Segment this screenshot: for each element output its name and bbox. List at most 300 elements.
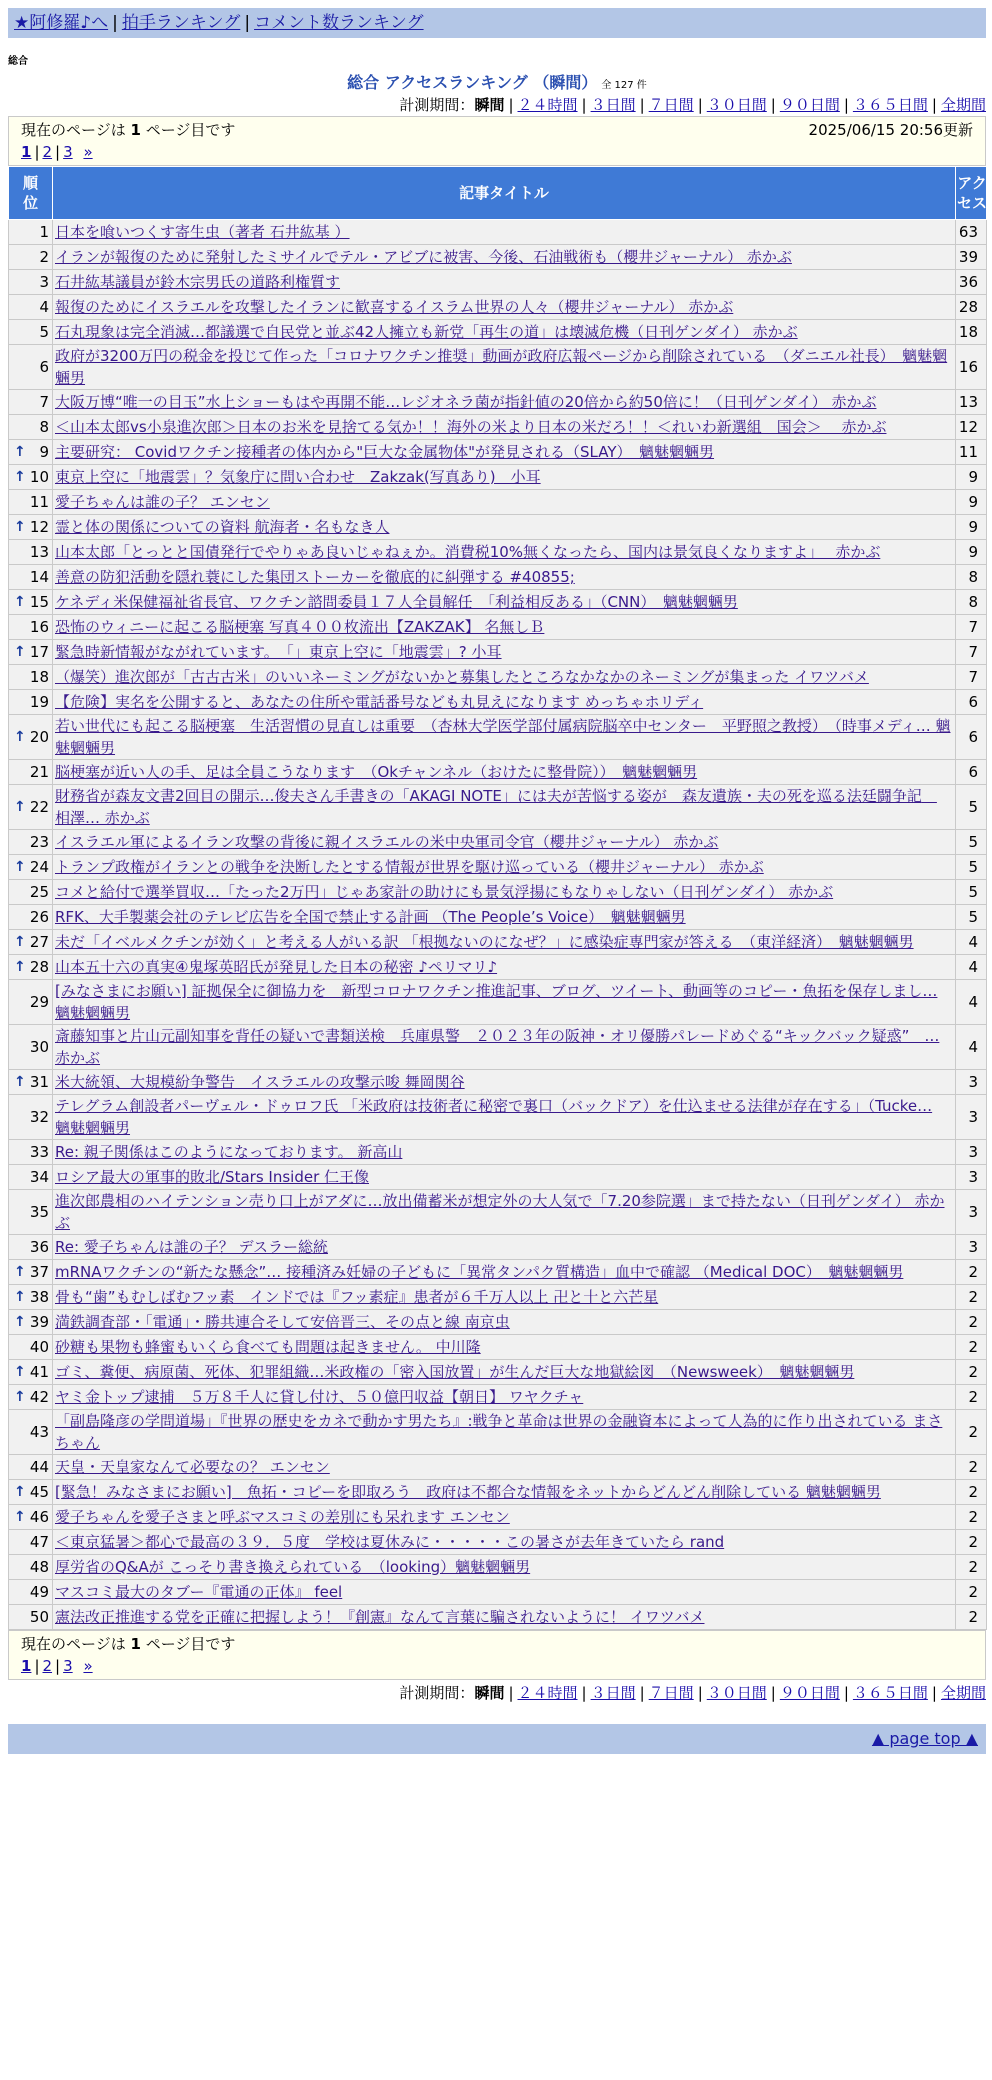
rank-cell (9, 1335, 53, 1360)
rank-cell (9, 1070, 53, 1095)
article-title-link[interactable]: ＜山本太郎vs小泉進次郎＞日本のお米を見捨てる気か！！海外の米より日本の米だろ！！＜れいわ新選組 国会＞ 赤かぶ (55, 418, 887, 436)
rank-cell (9, 955, 53, 980)
table-row (9, 1165, 987, 1190)
period-24h[interactable]: ２４時間 (517, 1684, 578, 1702)
article-title-link[interactable]: 若い世代にも起こる脳梗塞 生活習慣の見直しは重要 （杏林大学医学部付属病院脳卒中センター 平野照之教授） （時事メディ… 魑魅魍魎男 (55, 717, 951, 757)
category-label: 総合 (8, 56, 28, 67)
title-cell (53, 540, 956, 565)
period-365d[interactable]: ３６５日間 (852, 1684, 928, 1702)
article-title-link[interactable]: RFK、大手製薬会社のテレビ広告を全国で禁止する計画 （The People’s Voice） 魑魅魍魎男 (55, 908, 686, 926)
table-row (9, 345, 987, 390)
page-link-2[interactable]: 2 (42, 143, 53, 161)
table-row (9, 565, 987, 590)
rank-cell (9, 830, 53, 855)
pager-current-number: 1 (130, 1635, 141, 1653)
access-count: 9 (956, 465, 987, 490)
access-count: 2 (956, 1555, 987, 1580)
title-cell (53, 1025, 956, 1070)
rank-cell (9, 1310, 53, 1335)
rank-number: 6 (39, 358, 49, 376)
access-count: 5 (956, 880, 987, 905)
rank-number: 29 (29, 993, 49, 1011)
article-title-link[interactable]: マスコミ最大のタブー『電通の正体』 feel (55, 1583, 343, 1601)
table-row (9, 1555, 987, 1580)
rank-number: 42 (29, 1388, 49, 1406)
period-separator: | (581, 1684, 587, 1702)
rank-cell (9, 515, 53, 540)
title-cell (53, 490, 956, 515)
table-row (9, 490, 987, 515)
period-3d[interactable]: ３日間 (590, 1684, 636, 1702)
updated-timestamp: 2025/06/15 20:56更新 (808, 121, 973, 139)
rank-number: 37 (29, 1263, 49, 1281)
article-title-link[interactable]: 砂糖も果物も蜂蜜もいくら食べても問題は起きません。 中川隆 (55, 1338, 481, 1356)
article-title-link[interactable]: 山本五十六の真実④鬼塚英昭氏が発見した日本の秘密 ♪ペリマリ♪ (55, 958, 498, 976)
access-count: 7 (956, 665, 987, 690)
table-row (9, 1260, 987, 1285)
pager-spacer (76, 1657, 81, 1675)
rank-up-arrow-icon: ↑ (14, 729, 26, 745)
period-90d[interactable]: ９０日間 (779, 96, 840, 114)
article-title-link[interactable]: 愛子ちゃんを愛子さまと呼ぶマスコミの差別にも呆れます エンセン (55, 1508, 510, 1526)
title-cell (53, 1580, 956, 1605)
rank-number: 15 (29, 593, 49, 611)
rank-cell (9, 760, 53, 785)
rank-cell (9, 855, 53, 880)
period-label: 計測期間： (399, 96, 475, 114)
rank-number: 8 (39, 418, 49, 436)
article-title-link[interactable]: ヤミ金トップ逮捕 ５万８千人に貸し付け、５０億円収益【朝日】 ワヤクチャ (55, 1388, 584, 1406)
table-row (9, 1190, 987, 1235)
rank-number: 21 (29, 763, 49, 781)
article-title-link[interactable]: 緊急時新情報がながれています。 「」東京上空に「地震雲」? 小耳 (55, 643, 502, 661)
rank-cell (9, 465, 53, 490)
title-cell (53, 1455, 956, 1480)
ranking-body (9, 220, 987, 1630)
title-cell (53, 1235, 956, 1260)
access-count: 2 (956, 1580, 987, 1605)
pager-prefix: 現在のページは (21, 121, 131, 139)
title-cell (53, 590, 956, 615)
access-count: 4 (956, 980, 987, 1025)
access-count: 4 (956, 930, 987, 955)
rank-cell (9, 1190, 53, 1235)
rank-number: 46 (29, 1508, 49, 1526)
rank-number: 47 (29, 1533, 49, 1551)
rank-number: 14 (29, 568, 49, 586)
current-page-text (21, 119, 235, 141)
access-count: 9 (956, 540, 987, 565)
pager-suffix: ページ目です (140, 121, 236, 139)
article-title-link[interactable]: 東京上空に「地震雲」？気象庁に問い合わせ Zakzak(写真あり) 小耳 (55, 468, 541, 486)
access-count: 5 (956, 830, 987, 855)
rank-number: 3 (39, 273, 49, 291)
table-row (9, 955, 987, 980)
period-90d[interactable]: ９０日間 (779, 1684, 840, 1702)
title-cell (53, 390, 956, 415)
page-next-link[interactable]: » (83, 143, 93, 161)
rank-cell (9, 540, 53, 565)
access-count: 3 (956, 1235, 987, 1260)
table-row (9, 930, 987, 955)
period-30d[interactable]: ３０日間 (706, 96, 767, 114)
table-row (9, 465, 987, 490)
page-link-3[interactable]: 3 (63, 143, 73, 161)
rank-cell (9, 270, 53, 295)
title-cell (53, 1260, 956, 1285)
rank-cell (9, 1530, 53, 1555)
access-count: 3 (956, 1190, 987, 1235)
title-cell (53, 1385, 956, 1410)
period-365d[interactable]: ３６５日間 (852, 96, 928, 114)
access-count: 2 (956, 1260, 987, 1285)
period-current: 瞬間 (474, 96, 505, 114)
period-separator: | (843, 1684, 849, 1702)
access-count: 2 (956, 1480, 987, 1505)
rank-cell (9, 785, 53, 830)
pager-prefix: 現在のページは (21, 1635, 131, 1653)
article-title-link[interactable]: ロシア最大の軍事的敗北/Stars Insider 仁王像 (55, 1168, 369, 1186)
rank-cell (9, 640, 53, 665)
rank-cell (9, 1260, 53, 1285)
rank-up-arrow-icon: ↑ (14, 1389, 26, 1405)
article-title-link[interactable]: ＜東京猛暑＞都心で最高の３９．５度 学校は夏休みに・・・・・この暑さが去年きていたら rand (55, 1533, 725, 1551)
rank-number: 32 (29, 1108, 49, 1126)
title-cell (53, 1605, 956, 1630)
page-title: 総合 アクセスランキング （瞬間） (347, 73, 598, 92)
article-title-link[interactable]: mRNAワクチンの“新たな懸念”… 接種済み妊婦の子どもに「異常タンパク質構造」血中で確認 （Medical DOC） 魑魅魍魎男 (55, 1263, 904, 1281)
rank-up-arrow-icon: ↑ (14, 469, 26, 485)
article-title-link[interactable]: Re: 愛子ちゃんは誰の子？ デスラー総統 (55, 1238, 328, 1256)
table-header-row (9, 167, 987, 220)
rank-cell (9, 490, 53, 515)
article-title-link[interactable]: 憲法改正推進する党を正確に把握しよう！『創憲』なんて言葉に騙されないように！ イワツバメ (55, 1608, 705, 1626)
period-separator: | (697, 96, 703, 114)
rank-up-arrow-icon: ↑ (14, 859, 26, 875)
rank-number: 23 (29, 833, 49, 851)
article-title-link[interactable]: [みなさまにお願い] 証拠保全に御協力を 新型コロナワクチン推進記事、ブログ、ツイート、動画等のコピー・魚拓を保存しまし… 魑魅魍魎男 (55, 982, 938, 1022)
title-cell (53, 785, 956, 830)
article-title-link[interactable]: Re: 親子関係はこのようになっております。 新高山 (55, 1143, 403, 1161)
title-cell (53, 415, 956, 440)
rank-number: 22 (29, 798, 49, 816)
period-separator: | (697, 1684, 703, 1702)
rank-number: 25 (29, 883, 49, 901)
title-cell (53, 270, 956, 295)
table-row (9, 615, 987, 640)
article-title-link[interactable]: ケネディ米保健福祉省長官、ワクチン諮問委員１７人全員解任 「利益相反ある」（CNN） 魑魅魍魎男 (55, 593, 738, 611)
period-separator: | (931, 96, 937, 114)
heading (8, 72, 986, 94)
period-7d[interactable]: ７日間 (648, 96, 694, 114)
title-cell (53, 1070, 956, 1095)
title-cell (53, 1190, 956, 1235)
article-title-link[interactable]: 政府が3200万円の税金を投じて作った「コロナワクチン推奨」動画が政府広報ページから削除されている （ダニエル社長） 魑魅魍魎男 (55, 347, 948, 387)
pager-spacer (76, 143, 81, 161)
article-title-link[interactable]: イランが報復のために発射したミサイルでテル・アビブに被害、今後、石油戦術も（櫻井ジャーナル） 赤かぶ (55, 248, 792, 266)
rank-number: 27 (29, 933, 49, 951)
rank-cell (9, 245, 53, 270)
table-row (9, 245, 987, 270)
rank-cell (9, 345, 53, 390)
period-selector (8, 94, 986, 116)
page-next-link[interactable]: » (83, 1657, 93, 1675)
article-title-link[interactable]: 満鉄調査部・「電通」・勝共連合そして安倍晋三、その点と線 南京虫 (55, 1313, 510, 1331)
article-title-link[interactable]: 【危険】実名を公開すると、あなたの住所や電話番号なども丸見えになります めっちゃホリディ (55, 693, 704, 711)
article-title-link[interactable]: 石丸現象は完全消滅…都議選で自民党と並ぶ42人擁立も新党「再生の道」は壊滅危機（日刊ゲンダイ） 赤かぶ (55, 323, 798, 341)
title-cell (53, 1310, 956, 1335)
access-count: 7 (956, 640, 987, 665)
rank-cell (9, 690, 53, 715)
access-count: 18 (956, 320, 987, 345)
access-count: 6 (956, 760, 987, 785)
title-cell (53, 320, 956, 345)
title-cell (53, 640, 956, 665)
access-count: 5 (956, 785, 987, 830)
rank-cell (9, 1480, 53, 1505)
article-title-link[interactable]: 厚労省のQ&Aが こっそり書き換えられている （looking）魑魅魍魎男 (55, 1558, 531, 1576)
access-count: 39 (956, 245, 987, 270)
table-row (9, 1580, 987, 1605)
title-cell (53, 1360, 956, 1385)
title-cell (53, 345, 956, 390)
article-title-link[interactable]: 愛子ちゃんは誰の子？ エンセン (55, 493, 270, 511)
article-title-link[interactable]: 米大統領、大規模紛争警告 イスラエルの攻撃示唆 舞岡関谷 (55, 1073, 465, 1091)
period-all[interactable]: 全期間 (940, 96, 986, 114)
rank-cell (9, 220, 53, 245)
access-count: 9 (956, 515, 987, 540)
nav-link-asyura[interactable]: ★阿修羅♪へ (14, 13, 109, 33)
rank-up-arrow-icon: ↑ (14, 519, 26, 535)
table-row (9, 270, 987, 295)
footer-bar (8, 1724, 986, 1754)
article-title-link[interactable]: 大阪万博“唯一の目玉”水上ショーもはや再開不能…レジオネラ菌が指針値の20倍から約50倍に！（日刊ゲンダイ） 赤かぶ (55, 393, 877, 411)
access-count: 2 (956, 1410, 987, 1455)
table-row (9, 1335, 987, 1360)
title-cell (53, 465, 956, 490)
article-title-link[interactable]: テレグラム創設者パーヴェル・ドゥロフ氏 「米政府は技術者に秘密で裏口（バックドア）を仕込ませる法律が存在する」（Tucke… 魑魅魍魎男 (55, 1097, 933, 1137)
table-row (9, 1530, 987, 1555)
article-title-link[interactable]: 脳梗塞が近い人の手、足は全員こうなります （Okチャンネル（おけたに整骨院）） 魑魅魍魎男 (55, 763, 698, 781)
article-title-link[interactable]: 恐怖のウィニーに起こる脳梗塞 写真４００枚流出【ZAKZAK】 名無しＢ (55, 618, 545, 636)
page-link-3[interactable]: 3 (63, 1657, 73, 1675)
article-title-link[interactable]: 山本太郎「とっとと国債発行でやりゃあ良いじゃねぇか。消費税10%無くなったら、国内は景気良くなりますよ」 赤かぶ (55, 543, 881, 561)
rank-cell (9, 1140, 53, 1165)
title-cell (53, 930, 956, 955)
title-cell (53, 760, 956, 785)
article-title-link[interactable]: （爆笑）進次郎が「古古古米」のいいネーミングがないかと募集したところなかなかのネーミングが集まった イワツバメ (55, 668, 869, 686)
title-cell (53, 220, 956, 245)
rank-up-arrow-icon: ↑ (14, 1289, 26, 1305)
article-title-link[interactable]: 進次郎農相のハイテンション売り口上がアダに…放出備蓄米が想定外の大人気で「7.20参院選」まで持たない（日刊ゲンダイ） 赤かぶ (55, 1192, 945, 1232)
period-selector-bottom (8, 1682, 986, 1704)
table-row (9, 785, 987, 830)
rank-cell (9, 665, 53, 690)
pager-suffix: ページ目です (140, 1635, 236, 1653)
rank-number: 41 (29, 1363, 49, 1381)
rank-cell (9, 590, 53, 615)
access-count: 2 (956, 1505, 987, 1530)
title-cell (53, 690, 956, 715)
access-count: 2 (956, 1385, 987, 1410)
rank-up-arrow-icon: ↑ (14, 934, 26, 950)
title-cell (53, 245, 956, 270)
access-count: 2 (956, 1335, 987, 1360)
access-count: 2 (956, 1310, 987, 1335)
table-row (9, 1285, 987, 1310)
table-row (9, 980, 987, 1025)
access-count: 9 (956, 490, 987, 515)
table-row (9, 540, 987, 565)
rank-number: 10 (29, 468, 49, 486)
title-cell (53, 715, 956, 760)
rank-number: 44 (29, 1458, 49, 1476)
nav-link-applause-ranking[interactable]: 拍手ランキング (121, 13, 241, 33)
access-count: 3 (956, 1140, 987, 1165)
article-title-link[interactable]: ゴミ、糞便、病原菌、死体、犯罪組織…米政権の「密入国放置」が生んだ巨大な地獄絵図 （Newsweek） 魑魅魍魎男 (55, 1363, 855, 1381)
ranking-table (8, 166, 987, 1630)
rank-up-arrow-icon: ↑ (14, 959, 26, 975)
access-count: 4 (956, 1025, 987, 1070)
table-row (9, 590, 987, 615)
article-title-link[interactable]: イスラエル軍によるイラン攻撃の背後に親イスラエルの米中央軍司令官（櫻井ジャーナル） 赤かぶ (55, 833, 719, 851)
access-count: 5 (956, 905, 987, 930)
title-cell (53, 1555, 956, 1580)
rank-number: 26 (29, 908, 49, 926)
title-cell (53, 1335, 956, 1360)
title-cell (53, 440, 956, 465)
article-title-link[interactable]: 財務省が森友文書2回目の開示…俊夫さん手書きの「AKAGI NOTE」には夫が苦悩する姿が 森友遺族・夫の死を巡る法廷闘争記 相澤… 赤かぶ (55, 787, 937, 827)
pager-separator: | (55, 143, 61, 161)
title-cell (53, 955, 956, 980)
rank-number: 31 (29, 1073, 49, 1091)
page-link-1[interactable]: 1 (21, 143, 32, 161)
rank-number: 50 (29, 1608, 49, 1626)
article-title-link[interactable]: 未だ「イベルメクチンが効く」と考える人がいる訳 「根拠ないのになぜ？」に感染症専門家が答える （東洋経済） 魑魅魍魎男 (55, 933, 914, 951)
table-row (9, 1505, 987, 1530)
access-count: 6 (956, 690, 987, 715)
article-title-link[interactable]: 天皇・天皇家なんて必要なの？ エンセン (55, 1458, 330, 1476)
page-link-1[interactable]: 1 (21, 1657, 32, 1675)
rank-cell (9, 415, 53, 440)
access-count: 4 (956, 955, 987, 980)
rank-number: 19 (29, 693, 49, 711)
period-30d[interactable]: ３０日間 (706, 1684, 767, 1702)
current-page-text (21, 1633, 235, 1655)
article-title-link[interactable]: コメと給付で選挙買収…「たった2万円」じゃあ家計の助けにも景気浮揚にもなりゃしない（日刊ゲンダイ） 赤かぶ (55, 883, 834, 901)
rank-number: 4 (39, 298, 49, 316)
rank-cell (9, 565, 53, 590)
period-3d[interactable]: ３日間 (590, 96, 636, 114)
table-row (9, 1025, 987, 1070)
pager-separator: | (55, 1657, 61, 1675)
pager-top (8, 116, 986, 166)
period-all[interactable]: 全期間 (940, 1684, 986, 1702)
table-row (9, 1605, 987, 1630)
access-count: 2 (956, 1605, 987, 1630)
title-cell (53, 515, 956, 540)
period-separator: | (639, 1684, 645, 1702)
header-rank-label: 順位 (22, 174, 38, 212)
rank-number: 43 (29, 1423, 49, 1441)
pager-separator: | (34, 1657, 40, 1675)
article-title-link[interactable]: 主要研究： Covidワクチン接種者の体内から"巨大な金属物体"が発見される（SLAY） 魑魅魍魎男 (55, 443, 715, 461)
pager-separator: | (34, 143, 40, 161)
title-cell (53, 905, 956, 930)
title-cell (53, 980, 956, 1025)
access-count: 63 (956, 220, 987, 245)
article-title-link[interactable]: 霊と体の関係についての資料 航海者・名もなき人 (55, 518, 390, 536)
header-access-label: アクセス (957, 174, 988, 212)
article-title-link[interactable]: 石井紘基議員が鈴木宗男氏の道路利権質す (55, 273, 341, 291)
nav-link-comment-ranking[interactable]: コメント数ランキング (254, 13, 424, 33)
period-current: 瞬間 (474, 1684, 505, 1702)
access-count: 12 (956, 415, 987, 440)
article-title-link[interactable]: 日本を喰いつくす寄生虫（著者 石井紘基 ） (55, 223, 350, 241)
rank-number: 24 (29, 858, 49, 876)
rank-cell (9, 1285, 53, 1310)
rank-number: 28 (29, 958, 49, 976)
access-count: 28 (956, 295, 987, 320)
page-top-link[interactable]: ▲ page top ▲ (871, 1729, 978, 1748)
article-title-link[interactable]: 善意の防犯活動を隠れ蓑にした集団ストーカーを徹底的に糾弾する #40855; (55, 568, 575, 586)
article-title-link[interactable]: 「副島隆彦の学問道場」『世界の歴史をカネで動かす男たち』:戦争と革命は世界の金融資本によって人為的に作り出されている まさちゃん (55, 1412, 943, 1452)
table-row (9, 880, 987, 905)
page-link-2[interactable]: 2 (42, 1657, 53, 1675)
rank-number: 49 (29, 1583, 49, 1601)
rank-number: 11 (29, 493, 49, 511)
access-count: 2 (956, 1530, 987, 1555)
rank-number: 40 (29, 1338, 49, 1356)
rank-number: 12 (29, 518, 49, 536)
title-cell (53, 830, 956, 855)
total-count: 全 127 件 (601, 80, 647, 91)
rank-cell (9, 1555, 53, 1580)
table-row (9, 220, 987, 245)
period-separator: | (843, 96, 849, 114)
period-label: 計測期間： (399, 1684, 475, 1702)
access-count: 7 (956, 615, 987, 640)
rank-up-arrow-icon: ↑ (14, 594, 26, 610)
table-row (9, 1235, 987, 1260)
rank-cell (9, 980, 53, 1025)
title-cell (53, 615, 956, 640)
rank-cell (9, 905, 53, 930)
rank-cell (9, 1235, 53, 1260)
article-title-link[interactable]: 骨も“歯”もむしばむフッ素 インドでは『フッ素症』患者が６千万人以上 卍と十と六芒星 (55, 1288, 659, 1306)
pager-bottom (8, 1630, 986, 1680)
article-title-link[interactable]: [緊急！みなさまにお願い] 魚拓・コピーを即取ろう 政府は不都合な情報をネットからどんどん削除している 魑魅魍魎男 (55, 1483, 881, 1501)
table-row (9, 830, 987, 855)
rank-cell (9, 715, 53, 760)
period-7d[interactable]: ７日間 (648, 1684, 694, 1702)
table-row (9, 1070, 987, 1095)
article-title-link[interactable]: 斎藤知事と片山元副知事を背任の疑いで書類送検 兵庫県警 ２０２３年の阪神・オリ優勝パレードめぐる“キックバック疑惑” … 赤かぶ (55, 1027, 940, 1067)
table-row (9, 440, 987, 465)
rank-up-arrow-icon: ↑ (14, 1074, 26, 1090)
rank-cell (9, 1025, 53, 1070)
rank-number: 48 (29, 1558, 49, 1576)
rank-number: 9 (39, 443, 49, 461)
period-24h[interactable]: ２４時間 (517, 96, 578, 114)
table-row (9, 905, 987, 930)
table-row (9, 1140, 987, 1165)
article-title-link[interactable]: トランプ政権がイランとの戦争を決断したとする情報が世界を駆け巡っている（櫻井ジャーナル） 赤かぶ (55, 858, 764, 876)
article-title-link[interactable]: 報復のためにイスラエルを攻撃したイランに歓喜するイスラム世界の人々（櫻井ジャーナル） 赤かぶ (55, 298, 734, 316)
period-separator: | (770, 1684, 776, 1702)
table-row (9, 760, 987, 785)
rank-number: 30 (29, 1038, 49, 1056)
